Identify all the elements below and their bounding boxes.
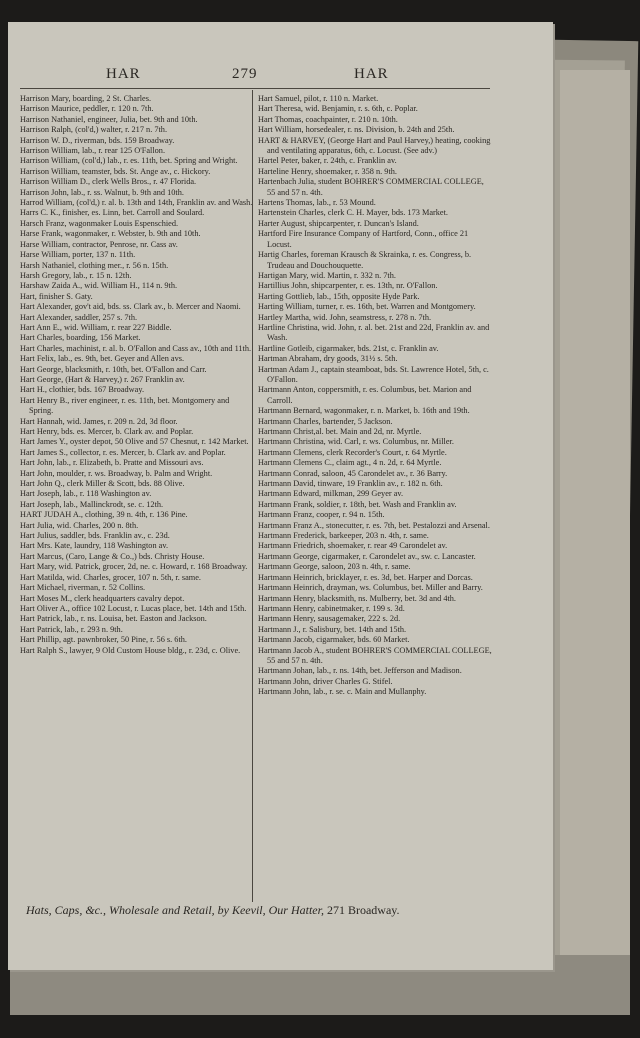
directory-entry: Hartens Thomas, lab., r. 53 Mound.	[258, 198, 376, 208]
directory-entry: Hart Michael, riverman, r. 52 Collins.	[20, 583, 146, 593]
directory-entry: Hart John Q., clerk Miller & Scott, bds. 88 Olive.	[20, 479, 185, 489]
directory-entry: Hart Joseph, lab., r. 118 Washington av.	[20, 489, 152, 499]
page-stack-edge	[560, 70, 630, 990]
directory-entry: Hartmann Franz A., stonecutter, r. es. 7th, bet. Pestalozzi and Arsenal.	[258, 520, 490, 530]
directory-entry: Hart James Y., oyster depot, 50 Olive and 57 Chesnut, r. 142 Market.	[20, 437, 249, 447]
directory-entry: Hartmann Christina, wid. Carl, r. ws. Columbus, nr. Miller.	[258, 437, 454, 447]
directory-entry: Hart William, horsedealer, r. ns. Division, b. 24th and 25th.	[258, 125, 455, 135]
directory-entry: Hart John, moulder, r. ws. Broadway, b. Palm and Wright.	[20, 468, 213, 478]
directory-entry: Hart Oliver A., office 102 Locust, r. Lucas place, bet. 14th and 15th.	[20, 603, 247, 613]
directory-entry: Hartmann Clemens C., claim agt., 4 n. 2d, r. 64 Myrtle.	[258, 458, 442, 468]
directory-entry: Hart John, lab., r. Elizabeth, b. Pratte and Missouri avs.	[20, 458, 204, 468]
footer-text: Hats, Caps, &c., Wholesale and Retail, by Keevil, Our Hatter,	[26, 903, 324, 917]
directory-entry: Hart Samuel, pilot, r. 110 n. Market.	[258, 94, 379, 103]
directory-entry: Hartig Charles, foreman Krausch & Skrainka, r. es. Congress, b. Trudeau and Douchouquette.	[258, 250, 472, 270]
directory-entry: Hartmann David, tinware, 19 Franklin av., r. 182 n. 6th.	[258, 479, 443, 489]
directory-entry: Hartmann Henry, blacksmith, ns. Mulberry, bet. 3d and 4th.	[258, 593, 457, 603]
directory-entry: Hartmann Franz, cooper, r. 94 n. 15th.	[258, 510, 385, 520]
directory-entry: Hart Patrick, lab., r. ns. Louisa, bet. Easton and Jackson.	[20, 614, 207, 624]
directory-entry: Hart Joseph, lab., Mallinckrodt, se. c. 12th.	[20, 499, 164, 509]
directory-entry: Hart Ann E., wid. William, r. rear 227 Biddle.	[20, 322, 172, 332]
directory-entry: Hart James S., collector, r. es. Mercer, b. Clark av. and Poplar.	[20, 447, 226, 457]
directory-entry: Hart George, blacksmith, r. 10th, bet. O'Fallon and Carr.	[20, 364, 207, 374]
directory-entry: Harrison William, teamster, bds. St. Ange av., c. Hickory.	[20, 166, 211, 176]
directory-entry: Hart Julia, wid. Charles, 200 n. 8th.	[20, 520, 139, 530]
directory-entry: Hartmann Frank, soldier, r. 18th, bet. Wash and Franklin av.	[258, 499, 457, 509]
running-header	[8, 66, 553, 86]
directory-page	[8, 22, 553, 970]
directory-entry: Hartmann Henry, sausagemaker, 222 s. 2d.	[258, 614, 401, 624]
directory-entry: Hartline Christina, wid. John, r. al. bet. 21st and 22d, Franklin av. and Wash.	[258, 322, 490, 343]
header-rule	[20, 88, 490, 89]
directory-entry: Hartmann Friedrich, shoemaker, r. rear 49 Carondelet av.	[258, 541, 448, 551]
directory-entry: Hartmann Anton, coppersmith, r. es. Columbus, bet. Marion and Carroll.	[258, 385, 472, 405]
directory-entry: Hart Henry B., river engineer, r. es. 11th, bet. Montgomery and Spring.	[20, 395, 230, 416]
directory-entry: Hartmann Frederick, barkeeper, 203 n. 4th, r. same.	[258, 531, 429, 541]
directory-entry: Hart Alexander, saddler, 257 s. 7th.	[20, 312, 138, 322]
directory-entry: Hartman Adam J., captain steamboat, bds. St. Lawrence Hotel, 5th, c. O'Fallon.	[258, 364, 489, 384]
directory-entry: Harrison William, lab., r. rear 125 O'Fallon.	[20, 146, 166, 156]
directory-entry: Harse Frank, wagonmaker, r. Webster, b. 9th and 10th.	[20, 229, 201, 239]
directory-entry: Harrison William D., clerk Wells Bros., r. 47 Florida.	[20, 177, 197, 187]
directory-entry: Harrison John, lab., r. ss. Walnut, b. 9th and 10th.	[20, 187, 184, 197]
directory-entry: Harrs C. K., finisher, es. Linn, bet. Carroll and Soulard.	[20, 208, 205, 218]
directory-entry: Harrison W. D., riverman, bds. 159 Broadway.	[20, 135, 175, 145]
directory-entry: Hart H., clothier, bds. 167 Broadway.	[20, 385, 145, 395]
directory-entry: Hart Mary, wid. Patrick, grocer, 2d, ne. c. Howard, r. 168 Broadway.	[20, 562, 248, 572]
directory-entry: Hartmann Jacob A., student BOHRER'S COMMERCIAL COLLEGE, 55 and 57 n. 4th.	[258, 645, 492, 665]
directory-entry: Hartigan Mary, wid. Martin, r. 332 n. 7th.	[258, 270, 396, 280]
directory-entry: Hartillius John, shipcarpenter, r. es. 13th, nr. O'Fallon.	[258, 281, 438, 291]
directory-entry: Harrod William, (col'd,) r. al. b. 13th and 14th, Franklin av. and Wash.	[20, 198, 253, 208]
directory-entry: Hartenbach Julia, student BOHRER'S COMMERCIAL COLLEGE, 55 and 57 n. 4th.	[258, 177, 484, 197]
directory-entry: Harsch Franz, wagonmaker Louis Espenschied.	[20, 218, 179, 228]
directory-entry: Hartmann Henry, cabinetmaker, r. 199 s. 3d.	[258, 603, 405, 613]
directory-entry: Harshaw Zaida A., wid. William H., 114 n. 9th.	[20, 281, 178, 291]
directory-entry: Harsh Gregory, lab., r. 15 n. 12th.	[20, 270, 132, 280]
directory-entry: Hartmann George, cigarmaker, r. Carondelet av., sw. c. Lancaster.	[258, 551, 476, 561]
directory-entry: Harting Gottlieb, lab., 15th, opposite Hyde Park.	[258, 291, 420, 301]
directory-entry: Hart Julius, saddler, bds. Franklin av., c. 23d.	[20, 531, 170, 541]
directory-entry: Hart Marcus, (Caro, Lange & Co.,) bds. Christy House.	[20, 551, 205, 561]
directory-entry: Hartmann Heinrich, drayman, ws. Columbus, bet. Miller and Barry.	[258, 583, 483, 593]
directory-entry: Harrison Maurice, peddler, r. 120 n. 7th.	[20, 104, 154, 114]
left-column	[20, 94, 255, 656]
directory-entry: Hart Hannah, wid. James, r. 209 n. 2d, 3d floor.	[20, 416, 178, 426]
directory-entry: Hartman Abraham, dry goods, 31½ s. 5th.	[258, 354, 398, 364]
directory-entry: Hart Moses M., clerk headquarters cavalry depot.	[20, 593, 185, 603]
directory-entry: Harrison Mary, boarding, 2 St. Charles.	[20, 94, 152, 103]
directory-entry: Hart Ralph S., lawyer, 9 Old Custom House bldg., r. 23d, c. Olive.	[20, 645, 241, 655]
directory-entry: Hart Patrick, lab., r. 293 n. 9th.	[20, 624, 123, 634]
directory-entry: Hartenstein Charles, clerk C. H. Mayer, bds. 173 Market.	[258, 208, 448, 218]
directory-entry: Harrison William, (col'd,) lab., r. es. 11th, bet. Spring and Wright.	[20, 156, 238, 166]
directory-entry: Hartmann Conrad, saloon, 45 Carondelet av., r. 36 Barry.	[258, 468, 448, 478]
directory-entry: Hartmann John, driver Charles G. Stifel.	[258, 676, 393, 686]
directory-entry: Hart Charles, boarding, 156 Market.	[20, 333, 141, 343]
directory-entry: Hartmann J., r. Salisbury, bet. 14th and 15th.	[258, 624, 407, 634]
directory-entry: Hart Mrs. Kate, laundry, 118 Washington av.	[20, 541, 169, 551]
footer-address: 271 Broadway.	[326, 903, 400, 917]
directory-entry: Hartel Peter, baker, r. 24th, c. Franklin av.	[258, 156, 397, 166]
directory-entry: Hartmann Heinrich, bricklayer, r. es. 3d, bet. Harper and Dorcas.	[258, 572, 473, 582]
header-left-key: HAR	[106, 66, 141, 82]
directory-entry: Hartmann George, saloon, 203 n. 4th, r. same.	[258, 562, 411, 572]
footer-advertisement	[26, 903, 526, 918]
directory-entry: Hartmann Bernard, wagonmaker, r. n. Market, b. 16th and 19th.	[258, 406, 470, 416]
directory-entry: Hartmann Clemens, clerk Recorder's Court, r. 64 Myrtle.	[258, 447, 447, 457]
directory-entry: HART JUDAH A., clothing, 39 n. 4th, r. 136 Pine.	[20, 510, 188, 520]
directory-entry: Hart Alexander, gov't aid, bds. ss. Clark av., b. Mercer and Naomi.	[20, 302, 241, 312]
directory-entry: Hart Thomas, coachpainter, r. 210 n. 10th.	[258, 114, 398, 124]
directory-entry: Hart Felix, lab., es. 9th, bet. Geyer and Allen avs.	[20, 354, 185, 364]
directory-entry: Hartmann Jacob, cigarmaker, bds. 60 Market.	[258, 635, 410, 645]
directory-entry: Harter August, shipcarpenter, r. Duncan's Island.	[258, 218, 419, 228]
directory-entry: Hart Theresa, wid. Benjamin, r. s. 6th, c. Poplar.	[258, 104, 418, 114]
directory-entry: Hart Henry, bds. es. Mercer, b. Clark av. and Poplar.	[20, 427, 194, 436]
directory-entry: Harse William, contractor, Penrose, nr. Cass av.	[20, 239, 178, 249]
directory-entry: Harteline Henry, shoemaker, r. 358 n. 9th.	[258, 166, 397, 176]
directory-entry: Hartline Gotleib, cigarmaker, bds. 21st, c. Franklin av.	[258, 343, 439, 353]
directory-entry: Hart, finisher S. Gaty.	[20, 291, 93, 301]
page-number: 279	[232, 66, 258, 82]
directory-entry: Hart Charles, machinist, r. al. b. O'Fallon and Cass av., 10th and 11th.	[20, 343, 252, 353]
directory-entry: Harrison Nathaniel, engineer, Julia, bet. 9th and 10th.	[20, 114, 198, 124]
directory-entry: Harse William, porter, 137 n. 11th.	[20, 250, 136, 260]
directory-entry: Harrison Ralph, (col'd,) walter, r. 217 n. 7th.	[20, 125, 168, 135]
directory-entry: Hart George, (Hart & Harvey,) r. 267 Franklin av.	[20, 374, 185, 384]
directory-entry: HART & HARVEY, (George Hart and Paul Harvey,) heating, cooking and ventilating apparatus, 6th, c. Locust. (See adv.)	[258, 135, 491, 156]
directory-entry: Hartley Martha, wid. John, seamstress, r. 278 n. 7th.	[258, 312, 432, 322]
directory-entry: Hartmann John, lab., r. se. c. Main and Mullanphy.	[258, 687, 427, 697]
directory-entry: Hartford Fire Insurance Company of Hartford, Conn., office 21 Locust.	[258, 229, 469, 249]
right-column	[258, 94, 493, 698]
header-right-key: HAR	[354, 66, 389, 82]
directory-entry: Hartmann Charles, bartender, 5 Jackson.	[258, 416, 393, 426]
directory-entry: Hart Matilda, wid. Charles, grocer, 107 n. 5th, r. same.	[20, 572, 202, 582]
directory-entry: Harting William, turner, r. es. 16th, bet. Warren and Montgomery.	[258, 302, 476, 312]
directory-entry: Hartmann Johan, lab., r. ns. 14th, bet. Jefferson and Madison.	[258, 666, 462, 676]
directory-entry: Hart Phillip, agt. pawnbroker, 50 Pine, r. 56 s. 6th.	[20, 635, 187, 645]
directory-entry: Harsh Nathaniel, clothing mer., r. 56 n. 15th.	[20, 260, 169, 270]
directory-entry: Hartmann Edward, milkman, 299 Geyer av.	[258, 489, 404, 499]
directory-entry: Hartmann Christ,al. bet. Main and 2d, nr. Myrtle.	[258, 427, 422, 436]
